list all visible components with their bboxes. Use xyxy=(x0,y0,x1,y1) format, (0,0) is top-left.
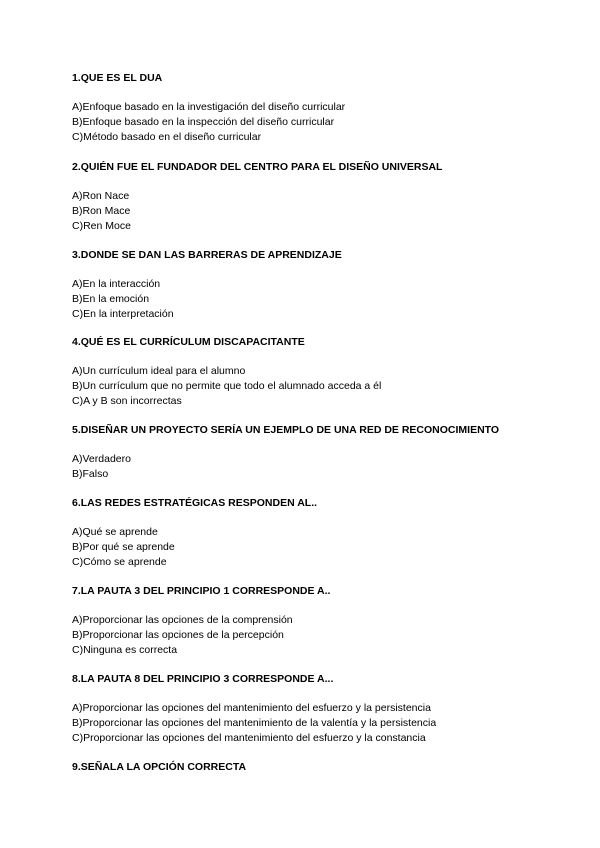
question-8 xyxy=(72,672,572,746)
question-title: 8.LA PAUTA 8 DEL PRINCIPIO 3 CORRESPONDE A... xyxy=(72,673,334,685)
option-a: A)Qué se aprende xyxy=(72,526,158,538)
question-title: 9.SEÑALA LA OPCIÓN CORRECTA xyxy=(72,761,247,773)
question-3 xyxy=(72,248,572,322)
question-title: 7.LA PAUTA 3 DEL PRINCIPIO 1 CORRESPONDE A.. xyxy=(72,585,331,597)
question-6 xyxy=(72,496,572,570)
question-title: 3.DONDE SE DAN LAS BARRERAS DE APRENDIZAJE xyxy=(72,249,342,261)
option-b: B)Falso xyxy=(72,468,109,480)
question-title: 2.QUIÉN FUE EL FUNDADOR DEL CENTRO PARA EL DISEÑO UNIVERSAL xyxy=(72,161,443,173)
option-a: A)Proporcionar las opciones del mantenimiento del esfuerzo y la persistencia xyxy=(72,702,431,714)
option-a: A)Un currículum ideal para el alumno xyxy=(72,365,246,377)
option-c: C)Método basado en el diseño curricular xyxy=(72,131,262,143)
option-list xyxy=(72,364,572,409)
question-title: 5.DISEÑAR UN PROYECTO SERÍA UN EJEMPLO DE UNA RED DE RECONOCIMIENTO xyxy=(72,424,500,436)
option-a: A)Enfoque basado en la investigación del diseño curricular xyxy=(72,101,346,113)
question-title: 4.QUÉ ES EL CURRÍCULUM DISCAPACITANTE xyxy=(72,336,305,348)
option-b: B)Ron Mace xyxy=(72,205,131,217)
option-list xyxy=(72,525,572,570)
option-c: C)Proporcionar las opciones del mantenimiento del esfuerzo y la constancia xyxy=(72,732,426,744)
option-c: C)Ninguna es correcta xyxy=(72,644,178,656)
option-list xyxy=(72,189,572,234)
option-c: C)En la interpretación xyxy=(72,308,174,320)
option-b: B)Proporcionar las opciones de la percepción xyxy=(72,629,284,641)
option-a: A)En la interacción xyxy=(72,278,161,290)
question-1 xyxy=(72,71,572,145)
question-9 xyxy=(72,760,572,774)
option-b: B)En la emoción xyxy=(72,293,150,305)
question-2 xyxy=(72,160,572,234)
option-b: B)Por qué se aprende xyxy=(72,541,175,553)
option-c: C)Cómo se aprende xyxy=(72,556,167,568)
option-b: B)Enfoque basado en la inspección del diseño curricular xyxy=(72,116,335,128)
option-a: A)Proporcionar las opciones de la comprensión xyxy=(72,614,293,626)
option-list xyxy=(72,701,572,746)
question-title: 1.QUE ES EL DUA xyxy=(72,72,163,84)
option-list xyxy=(72,100,572,145)
question-4 xyxy=(72,335,572,409)
option-b: B)Proporcionar las opciones del mantenimiento de la valentía y la persistencia xyxy=(72,717,437,729)
option-c: C)Ren Moce xyxy=(72,220,131,232)
question-7 xyxy=(72,584,572,658)
option-a: A)Ron Nace xyxy=(72,190,130,202)
option-c: C)A y B son incorrectas xyxy=(72,395,182,407)
option-list xyxy=(72,452,572,482)
question-5 xyxy=(72,423,572,482)
option-list xyxy=(72,613,572,658)
option-list xyxy=(72,277,572,322)
option-b: B)Un currículum que no permite que todo el alumnado acceda a él xyxy=(72,380,382,392)
option-a: A)Verdadero xyxy=(72,453,131,465)
question-title: 6.LAS REDES ESTRATÉGICAS RESPONDEN AL.. xyxy=(72,497,318,509)
